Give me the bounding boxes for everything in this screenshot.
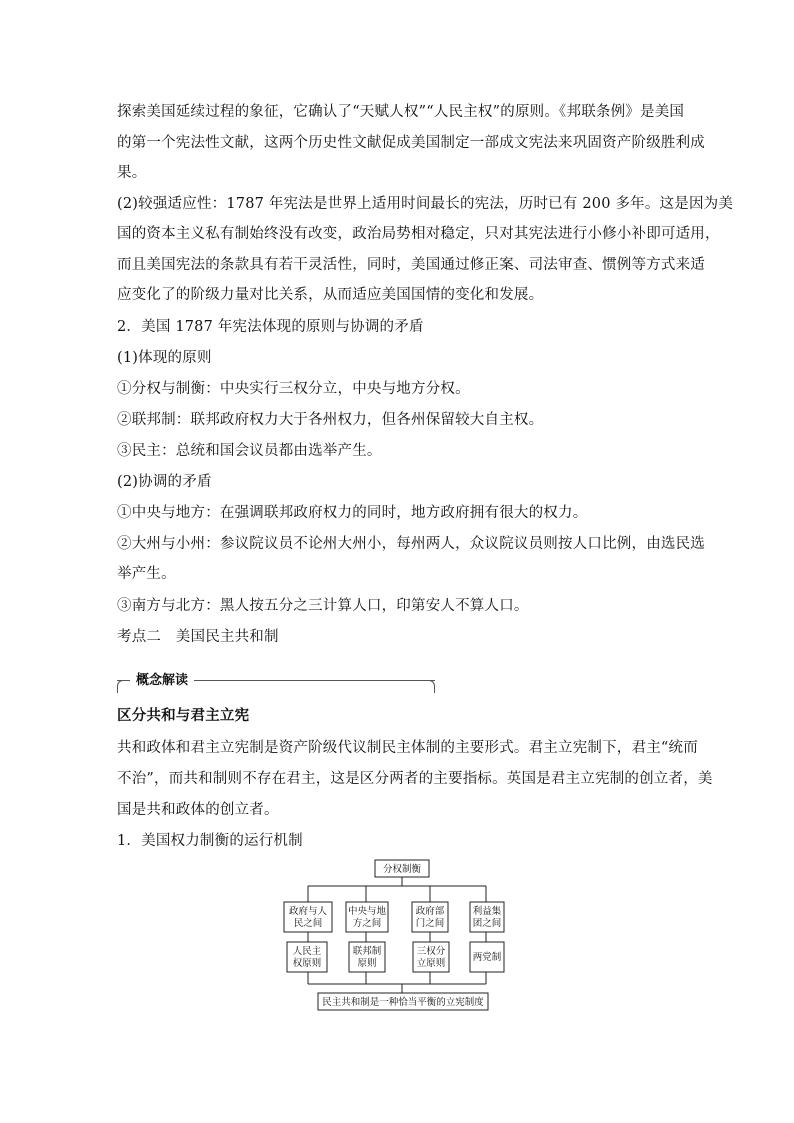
list-item: ①分权与制衡：中央实行三权分立，中央与地方分权。 [117, 381, 470, 397]
diagram-node: 利益集 [472, 906, 502, 917]
paragraph-line: 的第一个宪法性文献，这两个历史性文献促成美国制定一部成文宪法来巩固资产阶级胜利成 [117, 135, 705, 151]
diagram-bottom-label: 民主共和制是一种恰当平衡的立宪制度 [322, 997, 484, 1008]
list-item: ①中央与地方：在强调联邦政府权力的同时，地方政府拥有很大的权力。 [117, 505, 588, 521]
paragraph-line: 应变化了的阶级力量对比关系，从而适应美国国情的变化和发展。 [117, 287, 544, 303]
diagram-node: 两党制 [472, 952, 502, 963]
diagram-node: 民之间 [293, 918, 323, 929]
section-heading: 2．美国 1787 年宪法体现的原则与协调的矛盾 [117, 319, 424, 335]
concept-box-label: 概念解读 [130, 672, 194, 689]
subheading: (2)协调的矛盾 [117, 474, 212, 490]
diagram-node: 三权分 [416, 946, 446, 957]
diagram-node: 方之间 [352, 918, 382, 929]
section-heading: 1．美国权力制衡的运行机制 [117, 833, 303, 849]
paragraph-line: 不治”，而共和制则不存在君主，这是区分两者的主要指标。英国是君主立宪制的创立者，美 [117, 771, 713, 787]
list-item: ③南方与北方：黑人按五分之三计算人口，印第安人不算人口。 [117, 598, 529, 614]
diagram-node: 原则 [357, 958, 377, 969]
concept-subheading: 区分共和与君主立宪 [117, 707, 250, 724]
list-item: 举产生。 [117, 566, 176, 582]
diagram-node: 政府与人 [288, 906, 328, 917]
list-item: ②大州与小州：参议院议员不论州大州小，每州两人，众议院议员则按人口比例，由选民选 [117, 536, 705, 552]
paragraph-line: 国是共和政体的创立者。 [117, 802, 279, 818]
diagram-node: 立原则 [416, 958, 446, 969]
paragraph-line: 国的资本主义私有制始终没有改变，政治局势相对稳定，只对其宪法进行小修小补即可适用， [117, 226, 720, 242]
section-heading: 考点二 美国民主共和制 [117, 629, 279, 645]
paragraph-line: 而且美国宪法的条款具有若干灵活性，同时，美国通过修正案、司法审查、惯例等方式来适 [117, 257, 705, 273]
diagram-node: 团之间 [472, 918, 502, 929]
diagram-node: 权原则 [292, 958, 322, 969]
diagram-node: 人民主 [292, 946, 322, 957]
concept-box-header [117, 672, 435, 692]
diagram-node: 联邦制 [352, 946, 382, 957]
paragraph-line: 探索美国延续过程的象征，它确认了“天赋人权”“人民主权”的原则。《邦联条例》是美国 [117, 104, 685, 120]
power-balance-diagram [270, 858, 510, 1016]
paragraph-line: (2)较强适应性：1787 年宪法是世界上适用时间最长的宪法，历时已有 200 多年。这是因为美 [117, 196, 734, 212]
diagram-node: 中央与地 [347, 906, 387, 917]
subheading: (1)体现的原则 [117, 350, 212, 366]
diagram-node: 政府部 [415, 906, 445, 917]
paragraph-line: 果。 [117, 165, 147, 181]
list-item: ②联邦制：联邦政府权力大于各州权力，但各州保留较大自主权。 [117, 412, 544, 428]
diagram-top-label: 分权制衡 [382, 864, 422, 875]
diagram-node: 门之间 [415, 918, 445, 929]
list-item: ③民主：总统和国会议员都由选举产生。 [117, 443, 382, 459]
paragraph-line: 共和政体和君主立宪制是资产阶级代议制民主体制的主要形式。君主立宪制下，君主“统而 [117, 740, 698, 756]
